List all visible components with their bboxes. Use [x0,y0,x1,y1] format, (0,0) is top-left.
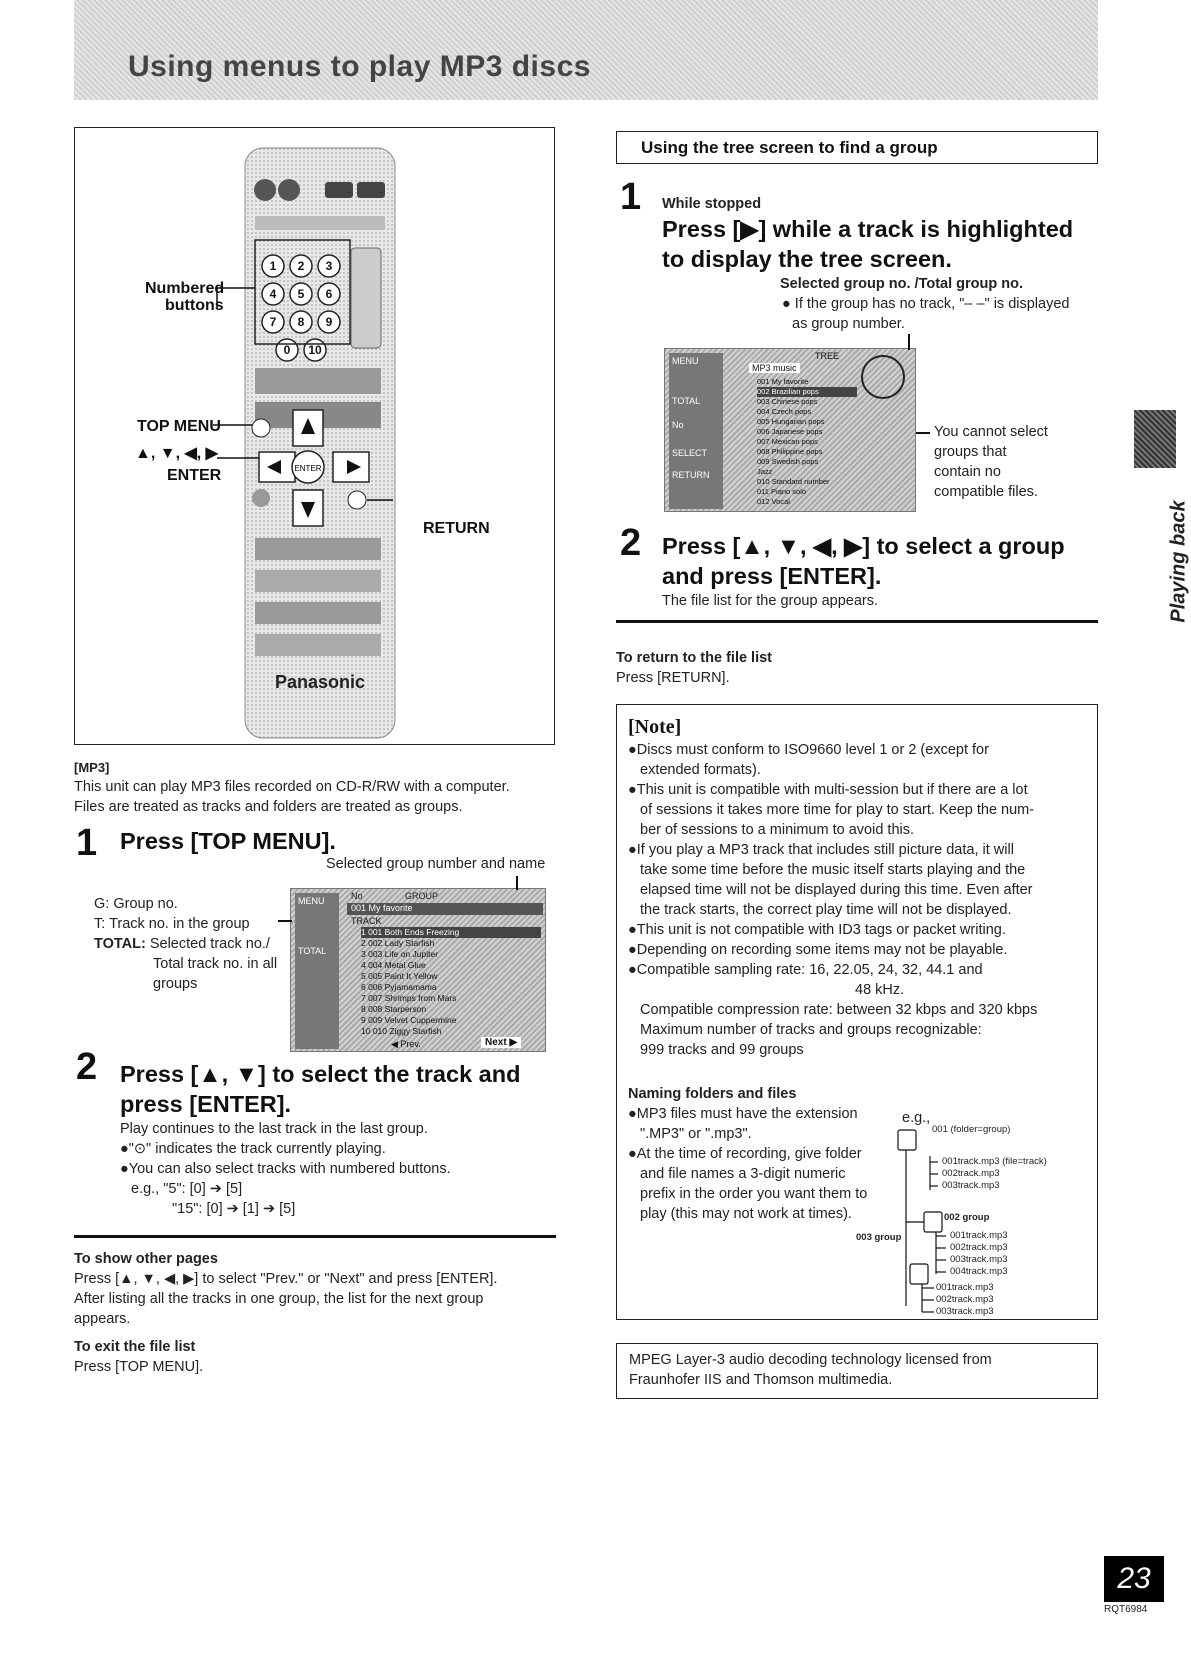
right-step-2-number: 2 [620,522,642,564]
note-line: ●This unit is compatible with multi-session but if there are a lot [628,782,1028,798]
exit-text: Press [TOP MENU]. [74,1359,204,1375]
tree-item[interactable]: Jazz [757,467,773,476]
tree-item[interactable]: 007 Mexican pops [757,437,818,446]
tree-file-label: 003track.mp3 [942,1180,1000,1191]
screen-track-row[interactable]: 4 004 Metal Glue [361,960,426,970]
tree-item[interactable]: 011 Piano solo [757,487,807,496]
screen-track-row[interactable]: 10 010 Ziggy Starfish [361,1026,442,1036]
right-step-1-title-1: Press [▶] while a track is highlighted [662,216,1074,242]
screen-track-row[interactable]: 6 006 Pyjamamama [361,982,437,992]
tree-item[interactable]: 012 Vocal [757,497,790,506]
svg-text:7: 7 [269,315,277,329]
other-pages-line-2: After listing all the tracks in one group, the list for the next group [74,1291,484,1307]
tree-heading-box [616,131,1098,164]
buttons-callout: buttons [165,297,224,314]
left-step-2-title-1: Press [▲, ▼] to select the track and [120,1061,521,1087]
note-line: the track starts, the correct play time will not be displayed. [640,902,1012,918]
screen-col-group: GROUP [405,891,439,901]
screen-track-row[interactable]: 8 008 Starperson [361,1004,427,1014]
legend-total-3: groups [153,976,198,992]
svg-text:6: 6 [325,287,333,301]
tree-screen-tree-label: TREE [815,351,840,361]
page-number: 23 [1104,1556,1164,1602]
note-line: 48 kHz. [855,982,905,998]
exit-heading: To exit the file list [74,1339,196,1355]
screen-track-row[interactable]: 5 005 Paint It Yellow [361,971,438,981]
tree-item[interactable]: 003 Chinese pops [757,397,818,406]
screen-track-row[interactable]: 1 001 Both Ends Freezing [361,927,541,938]
tree-folder-label: 003 group [856,1232,902,1243]
numbered-callout: Numbered [145,280,225,297]
other-pages-heading: To show other pages [74,1251,218,1267]
step-2-body-2: ●"⊙" indicates the track currently playing. [120,1141,386,1157]
intro-line-1: This unit can play MP3 files recorded on CD-R/RW with a computer. [74,779,510,795]
tree-item[interactable]: 001 My favorite [757,377,809,386]
tree-file-label: 002track.mp3 [942,1168,1000,1179]
section-label: Playing back [1167,500,1190,623]
note-line: elapsed time will not be displayed during this time. Even after [640,882,1033,898]
return-heading: To return to the file list [616,650,773,666]
left-step-2-number: 2 [76,1046,98,1088]
note-line: 999 tracks and 99 groups [640,1042,804,1058]
tree-item[interactable]: 006 Japanese pops [757,427,823,436]
screen-track-label: TRACK [351,916,382,926]
svg-text:3: 3 [325,259,333,273]
remote-illustration [74,127,555,745]
left-step-1-title: Press [TOP MENU]. [120,828,336,854]
tree-item[interactable]: 005 Hungarian pops [757,417,825,426]
svg-text:8: 8 [297,315,305,329]
naming-line: ●At the time of recording, give folder [628,1146,862,1162]
screen-menu-label: MENU [298,896,325,906]
note-line: ●This unit is not compatible with ID3 tags or packet writing. [628,922,1006,938]
note-line: Maximum number of tracks and groups recognizable: [640,1022,982,1038]
tree-note-4: compatible files. [934,484,1038,500]
svg-text:0: 0 [283,343,291,357]
legend-total: TOTAL: Selected track no./ [94,936,270,952]
top-menu-callout: TOP MENU [137,418,221,435]
group-bullet-2: as group number. [792,316,905,332]
arrows-callout: ▲, ▼, ◀, ▶ [135,445,218,462]
screen-total-label: TOTAL [298,946,327,956]
license-box [616,1343,1098,1399]
other-pages-line-3: appears. [74,1311,131,1327]
svg-text:5: 5 [297,287,305,301]
naming-line: play (this may not work at times). [640,1206,852,1222]
tree-screen-select: SELECT [672,448,708,458]
note-line: ●If you play a MP3 track that includes still picture data, it will [628,842,1014,858]
step-2-body-3: ●You can also select tracks with numbered buttons. [120,1161,451,1177]
group-bullet-1: ● If the group has no track, "– –" is displayed [782,296,1070,312]
note-line: ber of sessions to a minimum to avoid this. [640,822,915,838]
svg-text:1: 1 [269,259,277,273]
svg-text:ENTER: ENTER [294,464,322,473]
svg-text:9: 9 [325,315,333,329]
note-line: Compatible compression rate: between 32 kbps and 320 kbps [640,1002,1038,1018]
screen-track-row[interactable]: 9 009 Velvet Cuppermine [361,1015,457,1025]
step-2-body-4: e.g., "5": [0] ➔ [5] [131,1181,243,1197]
naming-heading: Naming folders and files [628,1086,797,1102]
svg-text:2: 2 [297,259,305,273]
legend-t: T: Track no. in the group [94,916,250,932]
screen-track-row[interactable]: 7 007 Shrimps from Mars [361,993,457,1003]
file-list-screen [290,888,546,1052]
tree-item[interactable]: 008 Philippine pops [757,447,823,456]
step-2-body-5: "15": [0] ➔ [1] ➔ [5] [172,1201,296,1217]
tree-file-label: 002track.mp3 [936,1294,994,1305]
step-2-body-1: Play continues to the last track in the last group. [120,1121,428,1137]
note-line: ●Compatible sampling rate: 16, 22.05, 24, 32, 44.1 and [628,962,983,978]
tree-file-label: 001track.mp3 (file=track) [942,1156,1047,1167]
legend-total-2: Total track no. in all [153,956,278,972]
tree-file-label: 001track.mp3 [950,1230,1008,1241]
right-step-2-title-2: and press [ENTER]. [662,563,882,589]
section-tab [1134,410,1176,468]
screen-next-button[interactable]: Next ▶ [481,1037,521,1048]
screen-track-row[interactable]: 2 002 Lady Starfish [361,938,435,948]
tree-note-3: contain no [934,464,1001,480]
tree-heading: Using the tree screen to find a group [641,138,938,157]
license-line-2: Fraunhofer IIS and Thomson multimedia. [629,1372,893,1388]
tree-screen-no: No [672,420,684,430]
right-step-2-body: The file list for the group appears. [662,593,879,609]
other-pages-line-1: Press [▲, ▼, ◀, ▶] to select "Prev." or "Next" and press [ENTER]. [74,1271,498,1287]
group-caption: Selected group no. /Total group no. [780,276,1024,292]
enter-callout: ENTER [167,467,222,484]
naming-line: prefix in the order you want them to [640,1186,868,1202]
naming-line: ●MP3 files must have the extension [628,1106,858,1122]
folder-tree-diagram [896,1126,1096,1316]
naming-line: and file names a 3-digit numeric [640,1166,846,1182]
right-step-1-number: 1 [620,176,642,218]
step-1-caption: Selected group number and name [326,856,546,872]
tree-note-2: groups that [934,444,1007,460]
left-step-2-title-2: press [ENTER]. [120,1091,292,1117]
tree-file-label: 003track.mp3 [950,1254,1008,1265]
note-line: of sessions it takes more time for play to start. Keep the num- [640,802,1035,818]
tree-screen-return: RETURN [672,470,710,480]
svg-text:4: 4 [269,287,277,301]
tree-file-label: 001track.mp3 [936,1282,994,1293]
mp3-tag: [MP3] [74,760,110,775]
right-step-1-title-2: to display the tree screen. [662,246,952,272]
tree-item[interactable]: 004 Czech pops [757,407,812,416]
screen-group-row: 001 My favorite [347,903,543,915]
eg-label: e.g., [902,1110,931,1126]
tree-file-label: 002track.mp3 [950,1242,1008,1253]
return-text: Press [RETURN]. [616,670,730,686]
note-line: ●Depending on recording some items may not be playable. [628,942,1008,958]
note-label: [Note] [628,716,682,738]
while-stopped: While stopped [662,196,762,212]
left-divider [74,1235,556,1238]
note-line: ●Discs must conform to ISO9660 level 1 or 2 (except for [628,742,989,758]
screen-track-row[interactable]: 3 003 Life on Jupiter [361,949,439,959]
page-title: Using menus to play MP3 discs [128,50,591,83]
tree-note-1: You cannot select [934,424,1048,440]
screen-prev-button[interactable]: ◀ Prev. [391,1039,421,1049]
tree-item[interactable]: 009 Swedish pops [757,457,819,466]
note-line: take some time before the music itself starts playing and the [640,862,1026,878]
document-code: RQT6984 [1104,1604,1148,1615]
tree-folder-label: 001 (folder=group) [932,1124,1011,1135]
tree-root: MP3 music [749,363,800,373]
intro-line-2: Files are treated as tracks and folders are treated as groups. [74,799,463,815]
note-line: extended formats). [640,762,761,778]
svg-text:10: 10 [308,343,322,357]
screen-col-no: No [351,891,363,901]
tree-screen-total: TOTAL [672,396,701,406]
right-step-2-title-1: Press [▲, ▼, ◀, ▶] to select a group [662,533,1065,559]
tree-folder-label: 002 group [944,1212,990,1223]
tree-screen-menu: MENU [672,356,699,366]
return-callout: RETURN [423,520,490,537]
license-line-1: MPEG Layer-3 audio decoding technology licensed from [629,1352,992,1368]
naming-line: ".MP3" or ".mp3". [640,1126,752,1142]
left-step-1-number: 1 [76,822,98,864]
tree-screen [664,348,916,512]
remote-control-drawing [75,128,553,743]
tree-file-label: 004track.mp3 [950,1266,1008,1277]
right-divider [616,620,1098,623]
tree-item[interactable]: 002 Brazilian pops [757,387,857,397]
tree-file-label: 003track.mp3 [936,1306,994,1317]
tree-item[interactable]: 010 Standard number [757,477,830,486]
brand-logo: Panasonic [274,672,366,692]
legend-g: G: Group no. [94,896,178,912]
